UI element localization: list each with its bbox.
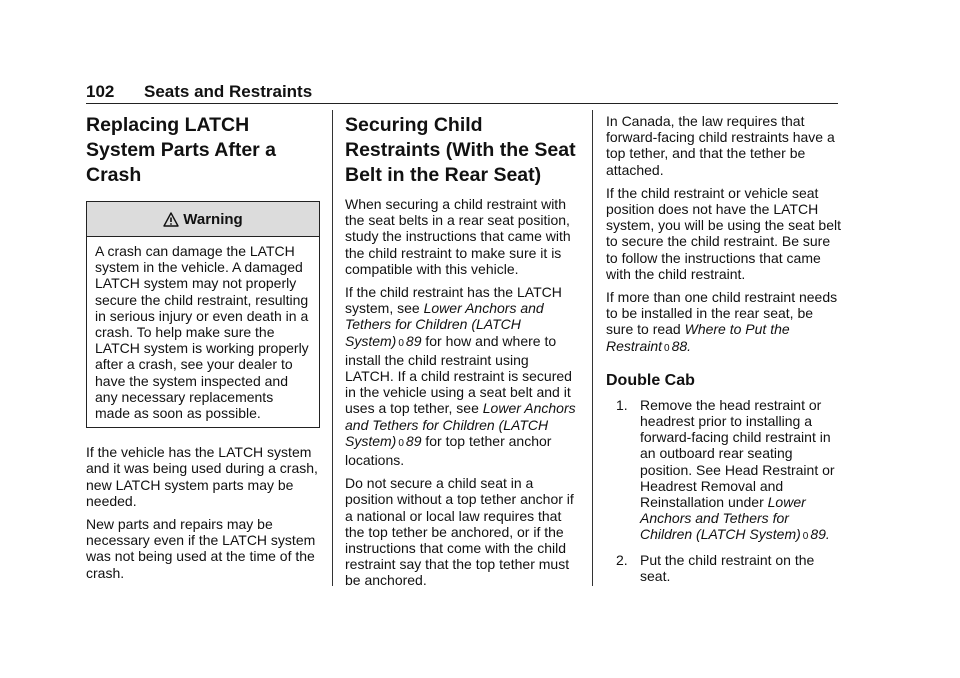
section-heading: Replacing LATCH System Parts After a Crash [86,114,277,186]
column-divider [332,110,333,586]
column-divider [592,110,593,586]
section-title: Seats and Restraints [144,82,313,101]
step-number: 1. [616,396,628,413]
page-ref-number[interactable]: 89 [810,526,826,543]
column-middle [345,113,580,596]
step-number: 2. [616,551,628,568]
paragraph: Do not secure a child seat in a position without a top tether anchor if a national or local law requires that the top tether be anchored, or if the instructions that come with the child restraint say that the top tether must be anchored. [345,475,574,589]
warning-label: Warning [183,211,243,228]
page-ref-icon: 0 [398,337,404,349]
cross-reference-link[interactable]: Lower Anchors and Tethers for Children (LATCH System) [640,494,806,543]
paragraph: When securing a child restraint with the seat belts in a rear seat position, study the instructions that came with the child restraint to make sure it is compatible with this vehicle. [345,196,571,277]
page-header [86,82,312,102]
text-run: for how and where to install the child restraint using LATCH. If a child restraint is secured in the vehicle using a seat belt and it uses a top tether, see [345,332,572,417]
page-ref-number[interactable]: 89 [405,332,422,349]
header-rule [86,103,838,104]
paragraph: If the child restraint or vehicle seat position does not have the LATCH system, you will be using the seat belt to secure the child restraint. Be sure to follow the instructions that came with the child restraint. [606,184,842,282]
cross-reference-link[interactable]: Where to Put the Restraint [606,321,790,354]
text-run: If more than one child restraint needs to be installed in the rear seat, be sure to read [606,289,838,338]
warning-text: A crash can damage the LATCH system in the vehicle. A damaged LATCH system may not properly secure the child restraint, resulting in serious injury or even death in a crash. To help make sure the LATCH system is working properly after a crash, see your dealer to have the system inspected and any necessary replacements made as soon as possible. [95,243,309,422]
text-run: . [825,526,830,543]
text-run: for top tether anchor locations. [345,432,552,469]
subsection-heading: Double Cab [606,371,695,389]
steps-list [606,397,842,584]
page-number: 102 [86,82,115,101]
text-run: If the child restraint has the LATCH system, see [345,284,562,317]
page-ref-icon: 0 [664,342,670,354]
step-text: Put the child restraint on the seat. [640,551,815,584]
page-ref-number[interactable]: 89 [405,432,422,449]
page-ref-icon: 0 [802,531,809,543]
paragraph: New parts and repairs may be necessary even if the LATCH system was not being used at the time of the crash. [86,516,316,581]
list-item [616,397,842,546]
paragraph: In Canada, the law requires that forward-facing child restraints have a top tether, and that the tether be attached. [606,113,835,178]
page-ref-number[interactable]: 88 [671,337,688,354]
cross-reference-link[interactable]: Lower Anchors and Tethers for Children (LATCH System) [345,400,576,449]
text-run: . [687,337,692,354]
warning-header [87,202,319,237]
step-text [640,397,842,546]
text-run: Remove the head restraint or headrest prior to installing a forward-facing child restraint in an outboard rear seating position. See Head Restraint or Headrest Removal and Reinstallation under [640,396,835,511]
section-heading: Securing Child Restraints (With the Seat Belt in the Rear Seat) [345,114,576,186]
column-left [86,113,320,588]
paragraph [606,289,842,357]
page-ref-icon: 0 [398,437,404,449]
column-right [606,113,842,590]
paragraph [345,284,580,468]
cross-reference-link[interactable]: Lower Anchors and Tethers for Children (LATCH System) [345,300,544,349]
paragraph: If the vehicle has the LATCH system and it was being used during a crash, new LATCH system parts may be needed. [86,444,318,509]
warning-triangle-icon [163,212,179,227]
warning-box [86,201,320,428]
list-item [616,552,842,584]
